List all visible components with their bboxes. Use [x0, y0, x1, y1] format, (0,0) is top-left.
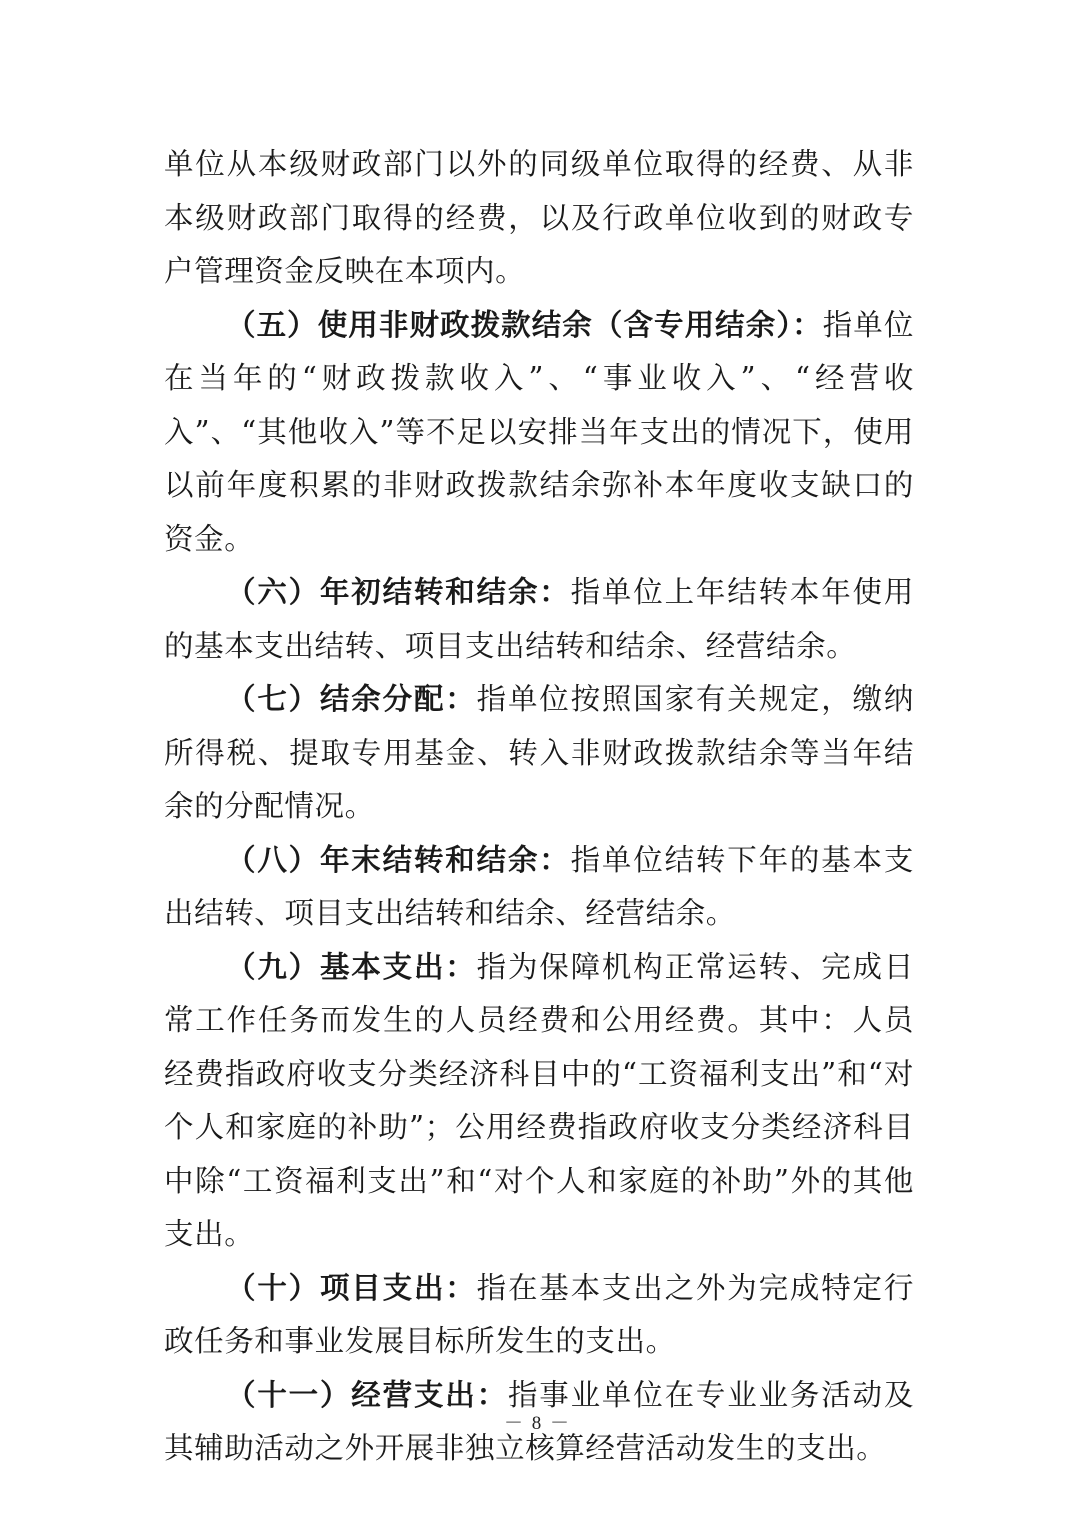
paragraph-text: 指单位按照国家有关规定，缴纳所得税、提取专用基金、转入非财政拨款结余等当年结余的分配情况。 [164, 682, 914, 823]
paragraph-text: 指在基本支出之外为完成特定行政任务和事业发展目标所发生的支出。 [164, 1270, 914, 1358]
term-heading: （五）使用非财政拨款结余（含专用结余）： [226, 307, 823, 342]
paragraph-continuation [164, 138, 914, 299]
paragraph-text: 指单位在当年的“财政拨款收入”、“事业收入”、“经营收入”、“其他收入”等不足以安排当年支出的情况下，使用以前年度积累的非财政拨款结余弥补本年度收支缺口的资金。 [164, 307, 914, 556]
term-heading: （八）年末结转和结余： [226, 842, 571, 877]
paragraph-item-7 [164, 673, 914, 834]
paragraph-item-5 [164, 299, 914, 567]
term-heading: （九）基本支出： [226, 949, 477, 984]
paragraph-text: 指单位结转下年的基本支出结转、项目支出结转和结余、经营结余。 [164, 842, 914, 930]
term-heading: （七）结余分配： [226, 682, 477, 716]
paragraph-item-8 [164, 834, 914, 941]
paragraph-item-9 [164, 941, 914, 1262]
paragraph-item-10 [164, 1262, 914, 1369]
paragraph-text: 单位从本级财政部门以外的同级单位取得的经费、从非本级财政部门取得的经费，以及行政单位收到的财政专户管理资金反映在本项内。 [164, 147, 914, 288]
paragraph-text: 指事业单位在专业业务活动及其辅助活动之外开展非独立核算经营活动发生的支出。 [164, 1377, 914, 1465]
paragraph-item-6 [164, 566, 914, 673]
paragraph-text: 指为保障机构正常运转、完成日常工作任务而发生的人员经费和公用经费。其中：人员经费指政府收支分类经济科目中的“工资福利支出”和“对个人和家庭的补助”；公用经费指政府收支分类经济科目中除“工资福利支出”和“对个人和家庭的补助”外的其他支出。 [164, 949, 914, 1251]
page-number: － 8 － [503, 1413, 571, 1434]
term-heading: （六）年初结转和结余： [226, 575, 571, 609]
term-heading: （十一）经营支出： [226, 1377, 508, 1412]
document-body [164, 138, 914, 1476]
term-heading: （十）项目支出： [226, 1270, 477, 1305]
paragraph-text: 指单位上年结转本年使用的基本支出结转、项目支出结转和结余、经营结余。 [164, 575, 914, 663]
